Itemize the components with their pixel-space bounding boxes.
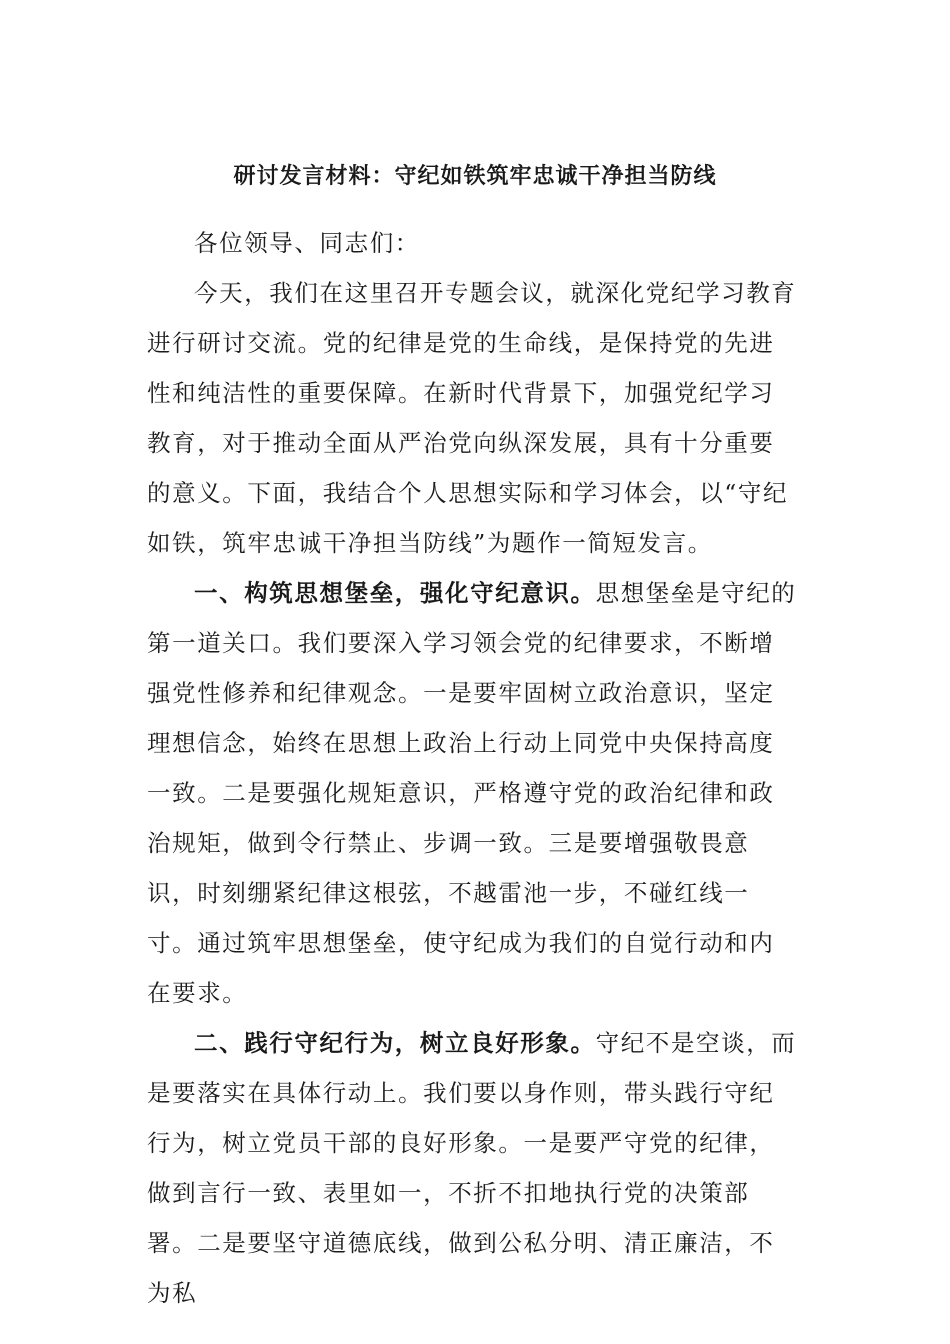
- document-body: [147, 218, 797, 1318]
- section-2-text: 守纪不是空谈，而是要落实在具体行动上。我们要以身作则，带头践行守纪行为，树立党员干部的良好形象。一是要严守党的纪律，做到言行一致、表里如一，不折不扣地执行党的决策部署。二是要坚守道德底线，做到公私分明、清正廉洁，不为私: [147, 1029, 797, 1307]
- section-2-paragraph: [147, 1018, 797, 1318]
- salutation: 各位领导、同志们：: [194, 229, 420, 257]
- intro-paragraph: 今天，我们在这里召开专题会议，就深化党纪学习教育进行研讨交流。党的纪律是党的生命线，是保持党的先进性和纯洁性的重要保障。在新时代背景下，加强党纪学习教育，对于推动全面从严治党向纵深发展，具有十分重要的意义。下面，我结合个人思想实际和学习体会，以“守纪如铁，筑牢忠诚干净担当防线”为题作一简短发言。: [147, 279, 797, 557]
- section-1-paragraph: [147, 568, 797, 1018]
- section-1-heading: 一、构筑思想堡垒，强化守纪意识。: [194, 579, 596, 607]
- section-1-text: 思想堡垒是守纪的第一道关口。我们要深入学习领会党的纪律要求，不断增强党性修养和纪律观念。一是要牢固树立政治意识，坚定理想信念，始终在思想上政治上行动上同党中央保持高度一致。二是要强化规矩意识，严格遵守党的政治纪律和政治规矩，做到令行禁止、步调一致。三是要增强敬畏意识，时刻绷紧纪律这根弦，不越雷池一步，不碰红线一寸。通过筑牢思想堡垒，使守纪成为我们的自觉行动和内在要求。: [147, 579, 797, 1007]
- document-title: 研讨发言材料：守纪如铁筑牢忠诚干净担当防线: [233, 163, 717, 189]
- section-2-heading: 二、践行守纪行为，树立良好形象。: [194, 1029, 596, 1057]
